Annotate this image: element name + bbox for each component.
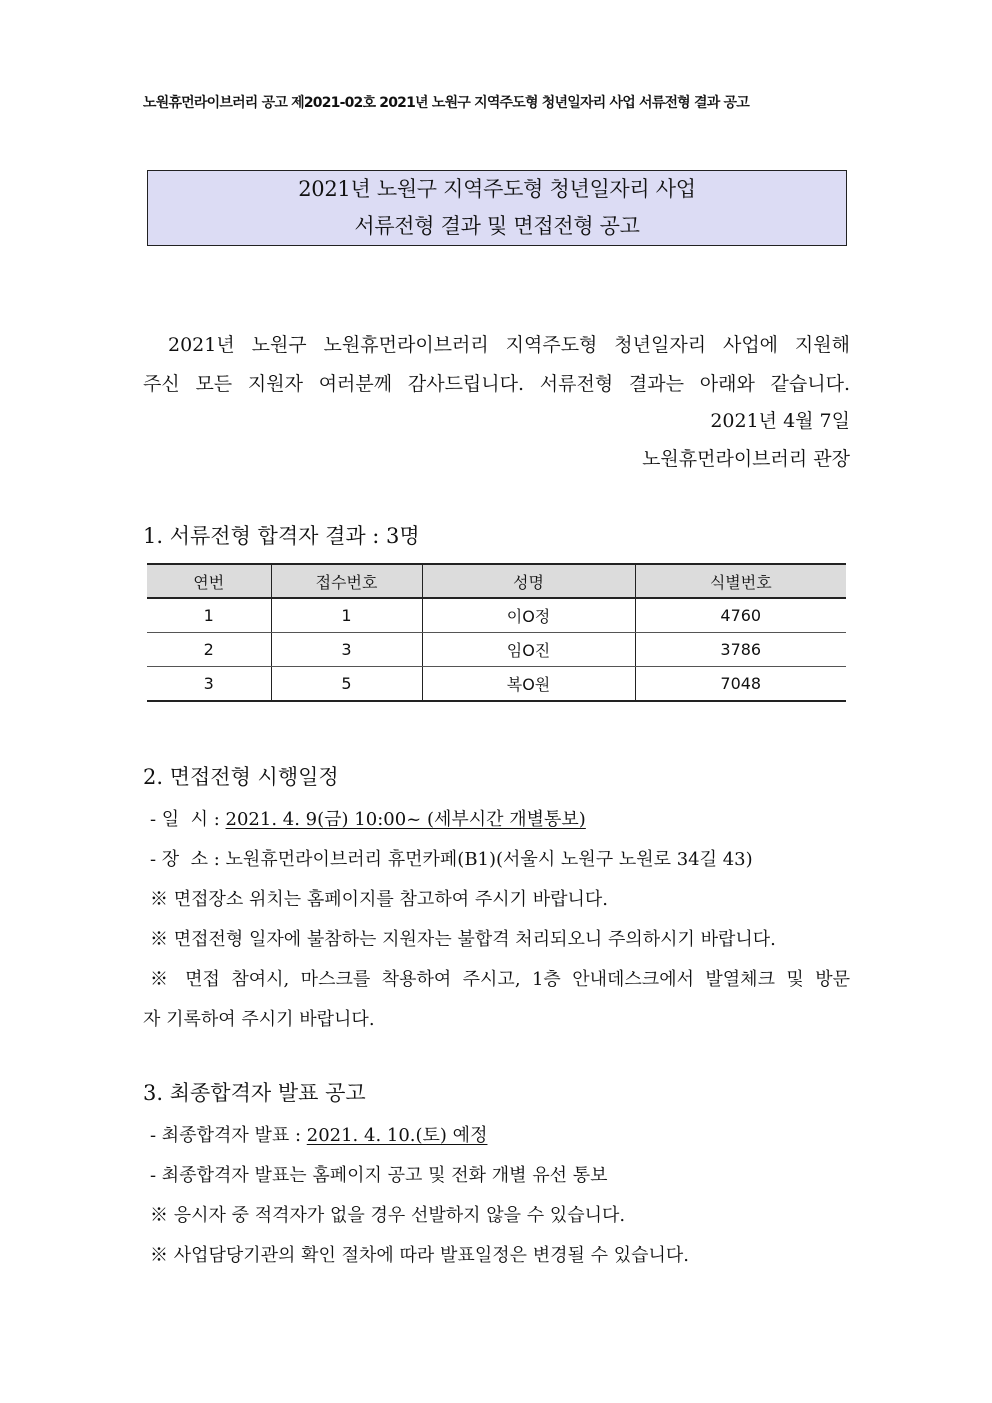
title-line-2: 서류전형 결과 및 면접전형 공고 bbox=[354, 214, 640, 238]
interview-place-value: 노원휴먼라이브러리 휴먼카페(B1)(서울시 노원구 노원로 34길 43) bbox=[225, 849, 753, 870]
final-note-2: ※ 사업담당기관의 확인 절차에 따라 발표일정은 변경될 수 있습니다. bbox=[150, 1245, 689, 1266]
table-cell: 3 bbox=[147, 667, 271, 702]
results-table bbox=[147, 563, 846, 702]
section3-heading: 3. 최종합격자 발표 공고 bbox=[143, 1081, 366, 1105]
table-row bbox=[147, 633, 846, 667]
column-header: 성명 bbox=[422, 564, 635, 598]
interview-note-3-line-2: 자 기록하여 주시기 바랍니다. bbox=[143, 1009, 375, 1030]
interview-date-line bbox=[150, 805, 586, 831]
interview-date-value: 2021. 4. 9(금) 10:00~ (세부시간 개별통보) bbox=[225, 809, 586, 830]
table-cell: 7048 bbox=[635, 667, 846, 702]
document-header: 노원휴먼라이브러리 공고 제2021-02호 2021년 노원구 지역주도형 청년일자리 사업 서류전형 결과 공고 bbox=[143, 95, 749, 111]
table-cell: 4760 bbox=[635, 598, 846, 633]
interview-note-3-line-1: ※ 면접 참여시, 마스크를 착용하여 주시고, 1층 안내데스크에서 발열체크 및 방문 bbox=[150, 969, 850, 990]
interview-note-1: ※ 면접장소 위치는 홈페이지를 참고하여 주시기 바랍니다. bbox=[150, 889, 608, 910]
interview-place-label: - 장 소 : bbox=[150, 849, 226, 870]
signer: 노원휴먼라이브러리 관장 bbox=[642, 448, 850, 470]
final-notice: - 최종합격자 발표는 홈페이지 공고 및 전화 개별 유선 통보 bbox=[150, 1165, 608, 1186]
table-cell: 복O원 bbox=[422, 667, 635, 702]
results-table-wrap bbox=[147, 563, 846, 702]
column-header: 연번 bbox=[147, 564, 271, 598]
table-cell: 3 bbox=[271, 633, 422, 667]
final-announce-line bbox=[150, 1121, 487, 1147]
intro-line-2: 주신 모든 지원자 여러분께 감사드립니다. 서류전형 결과는 아래와 같습니다. bbox=[143, 373, 850, 395]
column-header: 접수번호 bbox=[271, 564, 422, 598]
final-announce-label: - 최종합격자 발표 : bbox=[150, 1125, 307, 1146]
table-cell: 이O정 bbox=[422, 598, 635, 633]
table-cell: 3786 bbox=[635, 633, 846, 667]
table-cell: 임O진 bbox=[422, 633, 635, 667]
table-row bbox=[147, 667, 846, 702]
intro-paragraph bbox=[143, 326, 850, 404]
interview-place-line bbox=[150, 845, 753, 871]
interview-date-label: - 일 시 : bbox=[150, 809, 226, 830]
column-header: 식별번호 bbox=[635, 564, 846, 598]
table-row bbox=[147, 598, 846, 633]
section2-heading: 2. 면접전형 시행일정 bbox=[143, 765, 339, 789]
table-cell: 1 bbox=[147, 598, 271, 633]
title-line-1: 2021년 노원구 지역주도형 청년일자리 사업 bbox=[298, 177, 696, 201]
interview-note-2: ※ 면접전형 일자에 불참하는 지원자는 불합격 처리되오니 주의하시기 바랍니다. bbox=[150, 929, 776, 950]
final-announce-value: 2021. 4. 10.(토) 예정 bbox=[306, 1125, 488, 1146]
announcement-date: 2021년 4월 7일 bbox=[710, 410, 850, 432]
table-header-row bbox=[147, 564, 846, 598]
title-box bbox=[147, 170, 847, 246]
table-cell: 1 bbox=[271, 598, 422, 633]
intro-line-1: 2021년 노원구 노원휴먼라이브러리 지역주도형 청년일자리 사업에 지원해 bbox=[168, 334, 850, 356]
section1-heading: 1. 서류전형 합격자 결과 : 3명 bbox=[143, 524, 420, 548]
table-cell: 5 bbox=[271, 667, 422, 702]
final-note-1: ※ 응시자 중 적격자가 없을 경우 선발하지 않을 수 있습니다. bbox=[150, 1205, 626, 1226]
table-cell: 2 bbox=[147, 633, 271, 667]
